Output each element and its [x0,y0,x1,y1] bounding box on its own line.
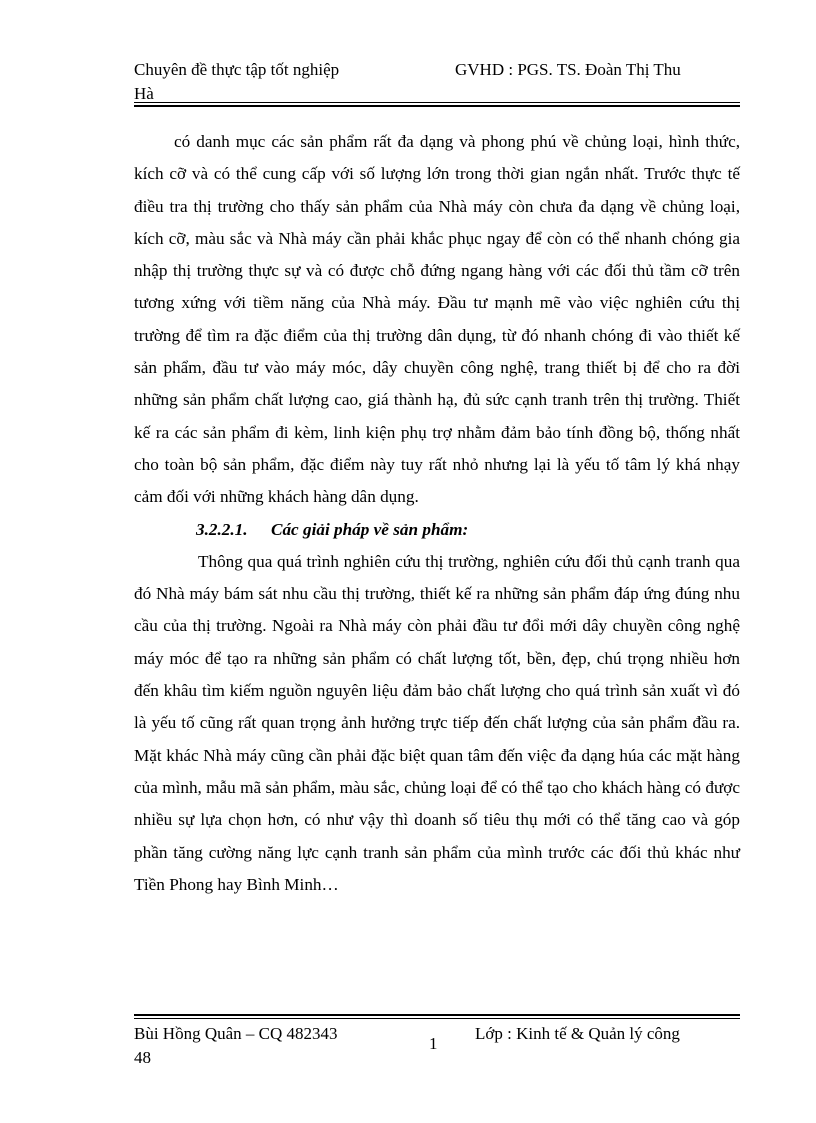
footer-class: Lớp : Kinh tế & Quản lý công [475,1024,680,1043]
header-supervisor-wrap: Hà [134,84,154,103]
header-thesis-title: Chuyên đề thực tập tốt nghiệp [134,60,340,79]
footer-rule-thin [134,1018,740,1019]
section-title: Các giải pháp về sản phẩm: [271,519,469,539]
header-supervisor: GVHD : PGS. TS. Đoàn Thị Thu [455,60,681,79]
section-heading [134,514,740,546]
header-rule-thick [134,105,740,107]
footer-rule-thick [134,1014,740,1016]
paragraph-2: Thông qua quá trình nghiên cứu thị trường, nghiên cứu đối thủ cạnh tranh qua đó Nhà máy bám sát nhu cầu thị trường, thiết kế ra những sản phẩm đáp ứng đúng nhu cầu của thị trường. Ngoài ra Nhà máy còn phải đầu tư đổi mới dây chuyền công nghệ máy móc để tạo ra những sản phẩm có chất lượng tốt, bền, đẹp, chú trọng nhiều hơn đến khâu tìm kiếm nguồn nguyên liệu đảm bảo chất lượng cho quá trình sản xuất vì đó là yếu tố cũng rất quan trọng ảnh hưởng trực tiếp đến chất lượng của sản phẩm đầu ra. Mặt khác Nhà máy cũng cần phải đặc biệt quan tâm đến việc đa dạng húa các mặt hàng của mình, mẫu mã sản phẩm, màu sắc, chủng loại để có thể tạo cho khách hàng có được nhiều sự lựa chọn hơn, có như vậy thì doanh số tiêu thụ mới có thể tăng cao và góp phần tăng cường năng lực cạnh tranh sản phẩm của mình trước các đối thủ khác như Tiền Phong hay Bình Minh… [134,551,740,894]
section-number: 3.2.2.1. [196,519,248,539]
header-rule-thin [134,102,740,103]
footer-student: Bùi Hồng Quân – CQ 482343 [134,1024,338,1043]
page-number: 1 [429,1034,438,1053]
paragraph-1: có danh mục các sản phẩm rất đa dạng và phong phú về chủng loại, hình thức, kích cỡ và có thể cung cấp với số lượng lớn trong thời gian ngắn nhất. Trước thực tế điều tra thị trường cho thấy sản phẩm của Nhà máy còn chưa đa dạng về chủng loại, kích cỡ, màu sắc và Nhà máy cần phải khắc phục ngay để còn có thể nhanh chóng gia nhập thị trường thực sự và có được chỗ đứng ngang hàng với các đối thủ tầm cỡ trên tương xứng với tiềm năng của Nhà máy. Đầu tư mạnh mẽ vào việc nghiên cứu thị trường để tìm ra đặc điểm của thị trường dân dụng, từ đó nhanh chóng đi vào thiết kế sản phẩm, đầu tư vào máy móc, dây chuyền công nghệ, trang thiết bị để cho ra đời những sản phẩm chất lượng cao, giá thành hạ, đủ sức cạnh tranh trên thị trường. Thiết kế ra các sản phẩm đi kèm, linh kiện phụ trợ nhằm đảm bảo tính đồng bộ, thống nhất cho toàn bộ sản phẩm, đặc điểm này tuy rất nhỏ nhưng lại là yếu tố tâm lý khá nhạy cảm đối với những khách hàng dân dụng. [134,132,740,507]
footer-student-wrap: 48 [134,1048,151,1067]
document-body [134,126,740,901]
